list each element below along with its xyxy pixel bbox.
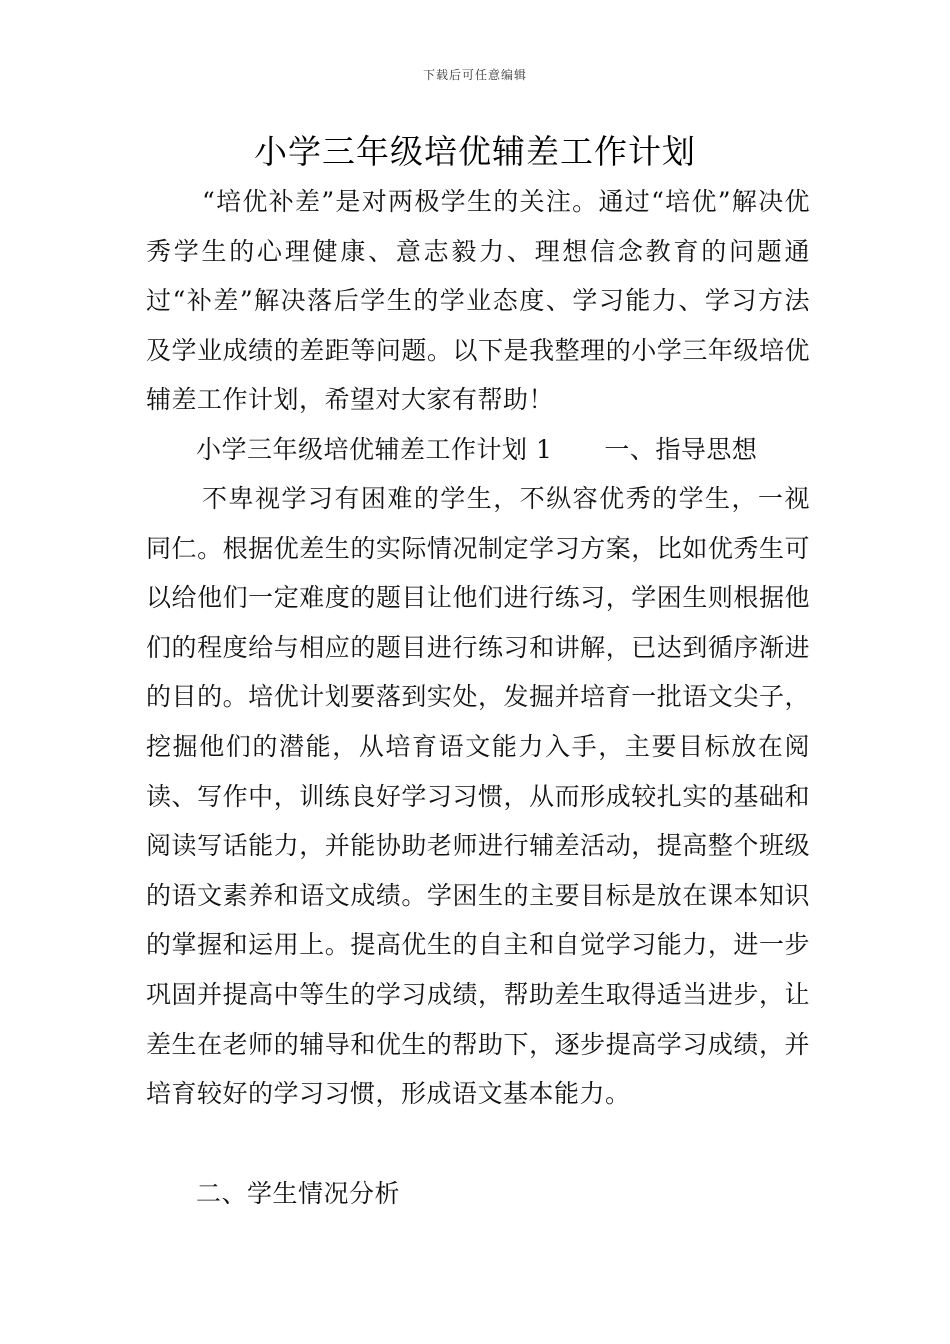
- plan-subtitle: 小学三年级培优辅差工作计划 1: [196, 435, 553, 464]
- header-note: 下载后可任意编辑: [422, 68, 527, 82]
- intro-paragraph: “培优补差”是对两极学生的关注。通过“培优”解决优秀学生的心理健康、意志毅力、理想信念教育的问题通过“补差”解决落后学生的学业态度、学习能力、学习方法及学业成绩的差距等问题。以下是我整理的小学三年级培优辅差工作计划，希望对大家有帮助！: [146, 187, 810, 415]
- document-title: 小学三年级培优辅差工作计划: [254, 132, 696, 171]
- subtitle-line: [146, 425, 810, 475]
- section-2-heading: 二、学生情况分析: [196, 1179, 401, 1208]
- section-1-heading: 一、指导思想: [604, 435, 758, 464]
- section-1-paragraph: 不卑视学习有困难的学生，不纵容优秀的学生，一视同仁。根据优差生的实际情况制定学习方案，比如优秀生可以给他们一定难度的题目让他们进行练习，学困生则根据他们的程度给与相应的题目进行练习和讲解，已达到循序渐进的目的。培优计划要落到实处，发掘并培育一批语文尖子，挖掘他们的潜能，从培育语文能力入手，主要目标放在阅读、写作中，训练良好学习习惯，从而形成较扎实的基础和阅读写话能力，并能协助老师进行辅差活动，提高整个班级的语文素养和语文成绩。学困生的主要目标是放在课本知识的掌握和运用上。提高优生的自主和自觉学习能力，进一步巩固并提高中等生的学习成绩，帮助差生取得适当进步，让差生在老师的辅导和优生的帮助下，逐步提高学习成绩，并培育较好的学习习惯，形成语文基本能力。: [146, 484, 810, 1109]
